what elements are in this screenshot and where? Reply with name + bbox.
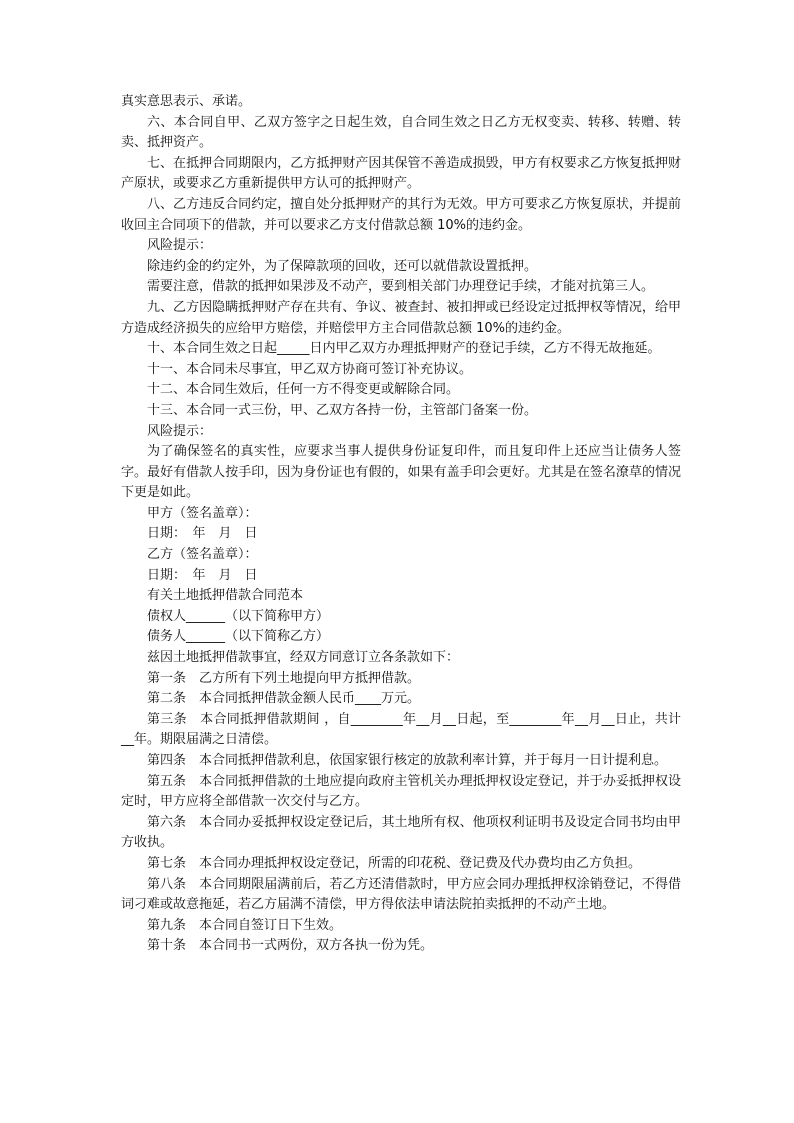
paragraph: 甲方（签名盖章）： xyxy=(147,505,258,521)
paragraph: 有关土地抵押借款合同范本 xyxy=(147,588,304,604)
paragraph: 兹因土地抵押借款事宜，经双方同意订立各条款如下： xyxy=(147,650,460,666)
paragraph: 第九条 本合同自签订日下生效。 xyxy=(147,917,343,933)
paragraph: 债务人______（以下简称乙方） xyxy=(147,629,330,645)
paragraph: 风险提示： xyxy=(147,238,213,254)
paragraph: 第一条 乙方所有下列土地提向甲方抵押借款。 xyxy=(147,670,421,686)
paragraph: 十三、本合同一式三份，甲、乙双方各持一份，主管部门备案一份。 xyxy=(147,402,538,418)
paragraph: 第七条 本合同办理抵押权设定登记，所需的印花税、登记费及代办费均由乙方负担。 xyxy=(147,855,642,871)
paragraph: 乙方（签名盖章）： xyxy=(147,547,258,563)
paragraph: 第十条 本合同书一式两份，双方各执一份为凭。 xyxy=(147,938,434,954)
paragraph: 除违约金的约定外，为了保障款项的回收，还可以就借款设置抵押。 xyxy=(147,258,538,274)
paragraph: 第六条 本合同办妥抵押权设定登记后，其土地所有权、他项权利证明书及设定合同书均由甲方收执。 xyxy=(121,814,681,851)
document-page xyxy=(121,92,681,957)
paragraph: 第八条 本合同期限届满前后，若乙方还清借款时，甲方应会同办理抵押权涂销登记，不得借词刁难或故意拖延，若乙方届满不清偿，甲方得依法申请法院拍卖抵押的不动产土地。 xyxy=(121,876,681,913)
paragraph: 第五条 本合同抵押借款的土地应提向政府主管机关办理抵押权设定登记，并于办妥抵押权设定时，甲方应将全部借款一次交付与乙方。 xyxy=(121,773,681,810)
paragraph: 十、本合同生效之日起_____日内甲乙双方办理抵押财产的登记手续，乙方不得无故拖延。 xyxy=(147,341,661,357)
paragraph: 债权人______（以下简称甲方） xyxy=(147,608,330,624)
paragraph: 风险提示： xyxy=(147,423,213,439)
paragraph: 十一、本合同未尽事宜，甲乙双方协商可签订补充协议。 xyxy=(147,361,473,377)
paragraph: 七、在抵押合同期限内，乙方抵押财产因其保管不善造成损毁，甲方有权要求乙方恢复抵押财产原状，或要求乙方重新提供甲方认可的抵押财产。 xyxy=(121,155,681,192)
paragraph: 日期： 年 月 日 xyxy=(147,526,258,542)
paragraph: 第四条 本合同抵押借款利息，依国家银行核定的放款利率计算，并于每月一日计提利息。 xyxy=(147,753,668,768)
paragraph: 八、乙方违反合同约定，擅自处分抵押财产的其行为无效。甲方可要求乙方恢复原状，并提前收回主合同项下的借款，并可以要求乙方支付借款总额 10%的违约金。 xyxy=(121,196,681,233)
paragraph: 需要注意，借款的抵押如果涉及不动产，要到相关部门办理登记手续，才能对抗第三人。 xyxy=(147,279,655,295)
paragraph: 第二条 本合同抵押借款金额人民币____万元。 xyxy=(147,691,421,707)
paragraph: 为了确保签名的真实性，应要求当事人提供身份证复印件，而且复印件上还应当让债务人签字。最好有借款人按手印，因为身份证也有假的，如果有盖手印会更好。尤其是在签名潦草的情况下更是如此。 xyxy=(121,444,681,501)
paragraph: 第三条 本合同抵押借款期间 ，自________年__月__日起，至________年__月__日止，共计__年。期限届满之日清偿。 xyxy=(121,711,681,748)
paragraph: 真实意思表示、承诺。 xyxy=(121,94,252,109)
paragraph: 六、本合同自甲、乙双方签字之日起生效，自合同生效之日乙方无权变卖、转移、转赠、转卖、抵押资产。 xyxy=(121,114,681,151)
paragraph: 日期： 年 月 日 xyxy=(147,567,258,583)
paragraph: 十二、本合同生效后，任何一方不得变更或解除合同。 xyxy=(147,382,460,398)
paragraph: 九、乙方因隐瞒抵押财产存在共有、争议、被查封、被扣押或已经设定过抵押权等情况，给甲方造成经济损失的应给甲方赔偿，并赔偿甲方主合同借款总额 10%的违约金。 xyxy=(121,299,681,336)
